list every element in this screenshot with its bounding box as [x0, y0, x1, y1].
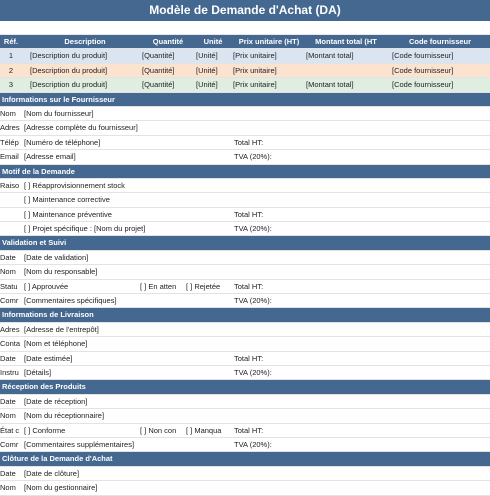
row-label[interactable]: [0, 222, 22, 235]
column-header-unit-price[interactable]: Prix unitaire (HT): [238, 37, 300, 46]
section-title[interactable]: Validation et Suivi: [2, 238, 67, 248]
form-row: [0, 481, 490, 495]
row-label[interactable]: Adres: [0, 123, 20, 133]
section-header-supplier: [0, 93, 490, 107]
section-header-motif: [0, 165, 490, 179]
row-label[interactable]: État c: [0, 425, 20, 435]
product-row: [0, 49, 490, 63]
row-total-label[interactable]: Total HT:: [234, 281, 264, 291]
cell-total[interactable]: [306, 64, 387, 77]
row-label[interactable]: Adres: [0, 324, 20, 334]
form-row: [0, 366, 490, 380]
cell-total[interactable]: [Montant total]: [306, 80, 354, 90]
form-row: [0, 251, 490, 265]
form-row: [0, 438, 490, 452]
form-row: [0, 280, 490, 294]
form-row: [0, 409, 490, 423]
form-row: [0, 467, 490, 481]
form-row: [0, 208, 490, 222]
row-value[interactable]: [Numéro de téléphone]: [24, 137, 101, 147]
row-label[interactable]: Nom: [0, 108, 16, 118]
row-total-label[interactable]: [234, 395, 314, 408]
row-label[interactable]: Nom: [0, 267, 16, 277]
form-row: [0, 107, 490, 121]
cell-quantity[interactable]: [Quantité]: [142, 51, 175, 61]
cell-ref[interactable]: 3: [8, 80, 14, 90]
row-total-label[interactable]: [234, 337, 314, 350]
column-header-description[interactable]: Description: [64, 37, 106, 46]
row-label[interactable]: Nom: [0, 483, 16, 493]
cell-supplier-code[interactable]: [Code fournisseur]: [392, 65, 454, 75]
row-value[interactable]: [Nom du réceptionnaire]: [24, 411, 105, 421]
section-header-closing: [0, 452, 490, 466]
section-header-validation: [0, 236, 490, 250]
row-value[interactable]: [Date estimée]: [24, 353, 73, 363]
section-title[interactable]: Motif de la Demande: [2, 166, 75, 176]
section-header-reception: [0, 380, 490, 394]
column-header-unit[interactable]: Unité: [203, 37, 223, 46]
section-title[interactable]: Informations sur le Fournisseur: [2, 94, 115, 104]
cell-quantity[interactable]: [Quantité]: [142, 65, 175, 75]
form-row: [0, 395, 490, 409]
column-header-quantity[interactable]: Quantité: [152, 37, 184, 46]
row-total-label[interactable]: TVA (20%):: [234, 296, 272, 306]
form-row: [0, 222, 490, 236]
cell-ref[interactable]: 2: [8, 65, 14, 75]
row-total-label[interactable]: TVA (20%):: [234, 224, 272, 234]
cell-ref[interactable]: 1: [8, 51, 14, 61]
checkbox-option[interactable]: [ ] Manqua: [186, 425, 222, 435]
checkbox-option[interactable]: [ ] En atten: [140, 281, 177, 291]
row-label[interactable]: [0, 208, 22, 221]
row-total-label[interactable]: Total HT:: [234, 209, 264, 219]
row-label[interactable]: Date: [0, 353, 16, 363]
form-row: [0, 352, 490, 366]
cell-unit[interactable]: [Unité]: [196, 65, 218, 75]
cell-unit[interactable]: [Unité]: [196, 80, 218, 90]
row-total-label[interactable]: [234, 265, 314, 278]
row-value[interactable]: [Détails]: [24, 367, 52, 377]
row-label[interactable]: Nom: [0, 411, 16, 421]
form-row: [0, 121, 490, 135]
row-total-label[interactable]: [234, 251, 314, 264]
section-header-delivery: [0, 308, 490, 322]
row-total-label[interactable]: Total HT:: [234, 425, 264, 435]
column-header-supplier-code[interactable]: Code fournisseur: [408, 37, 472, 46]
form-row: [0, 193, 490, 207]
row-label[interactable]: Comr: [0, 439, 19, 449]
row-label[interactable]: Date: [0, 396, 16, 406]
cell-quantity[interactable]: [Quantité]: [142, 80, 175, 90]
row-value[interactable]: [Date de réception]: [24, 396, 88, 406]
row-total-label[interactable]: [234, 107, 314, 120]
cell-unit-price[interactable]: [Prix unitaire]: [233, 80, 277, 90]
product-row: [0, 78, 490, 92]
cell-unit[interactable]: [Unité]: [196, 51, 218, 61]
form-row: [0, 424, 490, 438]
form-row: [0, 265, 490, 279]
row-value[interactable]: [Nom du gestionnaire]: [24, 483, 98, 493]
column-header-ref[interactable]: Réf.: [3, 37, 19, 46]
cell-description[interactable]: [Description du produit]: [30, 51, 108, 61]
row-total-label[interactable]: TVA (20%):: [234, 439, 272, 449]
cell-supplier-code[interactable]: [Code fournisseur]: [392, 80, 454, 90]
column-header-total[interactable]: Montant total (HT: [315, 37, 377, 46]
checkbox-option[interactable]: [ ] Maintenance corrective: [24, 195, 110, 205]
checkbox-option[interactable]: [ ] Rejetée: [186, 281, 221, 291]
form-row: [0, 294, 490, 308]
row-value[interactable]: [Date de clôture]: [24, 468, 80, 478]
column-header-row: [0, 35, 490, 49]
section-title[interactable]: Informations de Livraison: [2, 310, 94, 320]
row-label[interactable]: Raiso: [0, 180, 20, 190]
row-label[interactable]: Date: [0, 252, 16, 262]
row-value[interactable]: [Commentaires supplémentaires]: [24, 439, 135, 449]
row-value[interactable]: [Adresse de l'entrepôt]: [24, 324, 99, 334]
cell-supplier-code[interactable]: [Code fournisseur]: [392, 51, 454, 61]
row-label[interactable]: Télép: [0, 137, 19, 147]
row-total-label[interactable]: [234, 467, 314, 480]
cell-unit-price[interactable]: [Prix unitaire]: [233, 65, 277, 75]
checkbox-option[interactable]: [ ] Conforme: [24, 425, 66, 435]
row-label[interactable]: Instru: [0, 367, 19, 377]
row-value[interactable]: [Adresse complète du fournisseur]: [24, 123, 138, 133]
section-title[interactable]: Réception des Produits: [2, 382, 86, 392]
form-row: [0, 150, 490, 164]
row-label[interactable]: Statu: [0, 281, 18, 291]
sheet-title: Modèle de Demande d'Achat (DA): [0, 0, 490, 22]
row-label[interactable]: Date: [0, 468, 16, 478]
row-value[interactable]: [Nom du responsable]: [24, 267, 98, 277]
row-label[interactable]: Conta: [0, 339, 21, 349]
row-total-label[interactable]: [234, 179, 314, 192]
row-value[interactable]: [Commentaires spécifiques]: [24, 296, 117, 306]
row-total-label[interactable]: [234, 121, 314, 134]
section-title[interactable]: Clôture de la Demande d'Achat: [2, 454, 113, 464]
row-total-label[interactable]: [234, 323, 314, 336]
cell-description[interactable]: [Description du produit]: [30, 80, 108, 90]
checkbox-option[interactable]: [ ] Maintenance préventive: [24, 209, 112, 219]
row-value[interactable]: [Date de validation]: [24, 252, 89, 262]
row-total-label[interactable]: Total HT:: [234, 353, 264, 363]
row-total-label[interactable]: [234, 481, 314, 494]
cell-unit-price[interactable]: [Prix unitaire]: [233, 51, 277, 61]
row-label[interactable]: [0, 193, 22, 206]
checkbox-option[interactable]: [ ] Projet spécifique : [Nom du projet]: [24, 224, 146, 234]
product-row: [0, 64, 490, 78]
empty-row[interactable]: [0, 22, 490, 35]
checkbox-option[interactable]: [ ] Non con: [140, 425, 177, 435]
row-total-label[interactable]: TVA (20%):: [234, 152, 272, 162]
row-label[interactable]: Email: [0, 152, 19, 162]
row-value[interactable]: [Nom et téléphone]: [24, 339, 88, 349]
row-total-label[interactable]: [234, 409, 314, 422]
form-row: [0, 337, 490, 351]
checkbox-option[interactable]: [ ] Réapprovisionnement stock: [24, 180, 125, 190]
cell-total[interactable]: [Montant total]: [306, 51, 354, 61]
form-row: [0, 179, 490, 193]
form-row: [0, 136, 490, 150]
row-total-label[interactable]: [234, 193, 314, 206]
row-value[interactable]: [Nom du fournisseur]: [24, 108, 94, 118]
cell-description[interactable]: [Description du produit]: [30, 65, 108, 75]
checkbox-option[interactable]: [ ] Approuvée: [24, 281, 69, 291]
row-label[interactable]: Comr: [0, 296, 19, 306]
row-value[interactable]: [Adresse email]: [24, 152, 76, 162]
row-total-label[interactable]: Total HT:: [234, 137, 264, 147]
form-row: [0, 323, 490, 337]
row-total-label[interactable]: TVA (20%):: [234, 367, 272, 377]
